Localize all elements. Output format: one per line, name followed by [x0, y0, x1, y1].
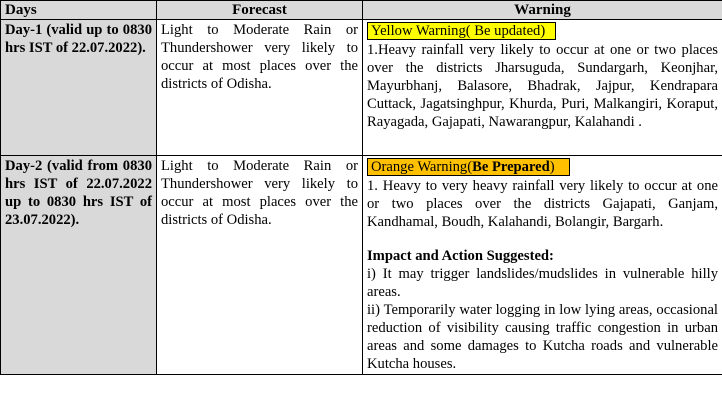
- orange-warning-label: Orange Warning(: [371, 159, 473, 175]
- impact-item-1: i) It may trigger landslides/mudslides in vulnerable hilly areas.: [367, 266, 718, 300]
- orange-warning-close: ): [549, 159, 555, 175]
- impact-item-2: ii) Temporarily water logging in low lying areas, occasional reduction of visibility causing traffic congestion in urban areas and some damages to Kutcha roads and vulnerable Kutcha houses.: [367, 302, 718, 372]
- day-2-warning: [363, 156, 722, 375]
- day-2-cell: Day-2 (valid from 0830 hrs IST of 22.07.2022 up to 0830 hrs IST of 23.07.2022).: [1, 156, 157, 375]
- day-1-cell: Day-1 (valid up to 0830 hrs IST of 22.07.2022).: [1, 20, 157, 156]
- table-row-day-1: [1, 20, 722, 156]
- day-1-warning: [363, 20, 722, 156]
- header-row: [1, 1, 722, 20]
- day-2-warning-text: 1. Heavy to very heavy rainfall very likely to occur at one or two places over the districts Gajapati, Ganjam, Kandhamal, Boudh, Kalahandi, Bolangir, Bargarh.: [367, 178, 718, 230]
- orange-warning-emphasis: Be Prepared: [472, 159, 550, 175]
- header-forecast: Forecast: [157, 1, 363, 20]
- day-1-warning-text: 1.Heavy rainfall very likely to occur at one or two places over the districts Jharsuguda, Sundargarh, Keonjhar, Mayurbhanj, Balasore, Bhadrak, Jajpur, Kendrapara Cuttack, Jagatsinghpur, Khurda, Puri, Malkangiri, Koraput, Rayagada, Gajapati, Nawarangpur, Kalahandi .: [367, 42, 718, 130]
- day-2-forecast: Light to Moderate Rain or Thundershower very likely to occur at most places over the districts of Odisha.: [157, 156, 363, 375]
- impact-title: Impact and Action Suggested:: [367, 248, 554, 264]
- yellow-warning-badge: [367, 22, 556, 40]
- header-warning: Warning: [363, 1, 722, 20]
- day-1-forecast: Light to Moderate Rain or Thundershower very likely to occur at most places over the districts of Odisha.: [157, 20, 363, 156]
- orange-warning-badge: [367, 158, 570, 176]
- yellow-warning-label: Yellow Warning( Be updated): [371, 23, 546, 39]
- header-days: Days: [1, 1, 157, 20]
- table-row-day-2: [1, 156, 722, 375]
